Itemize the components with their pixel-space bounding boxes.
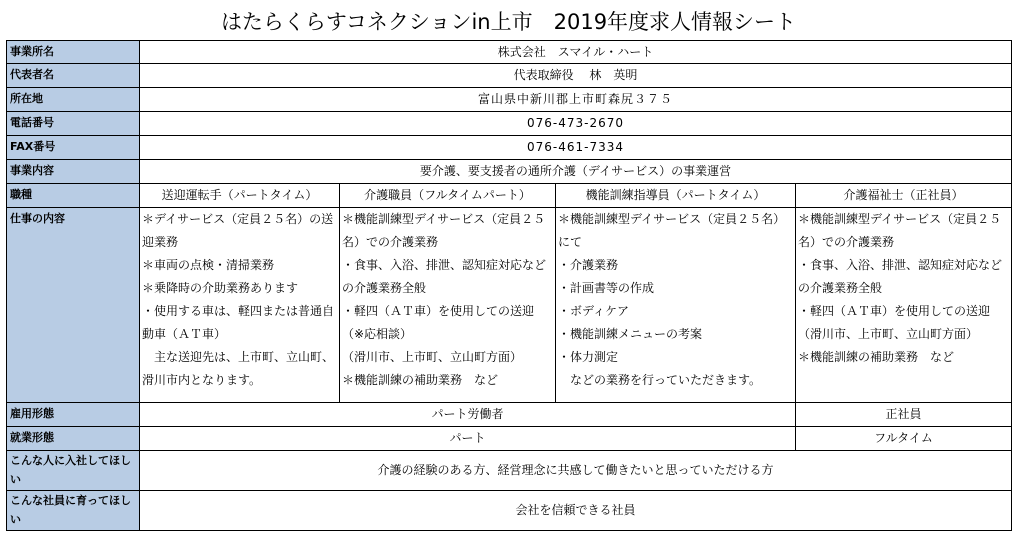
- job-desc-line: 主な送迎先は、上市町、立山町、滑川市内となります。: [142, 350, 335, 387]
- job-info-table: [6, 40, 1012, 531]
- label-work-form: 就業形態: [7, 427, 140, 451]
- label-company: 事業所名: [7, 41, 140, 64]
- row-employment-type: [7, 403, 1012, 427]
- label-job-content: 仕事の内容: [7, 208, 140, 403]
- job-desc-line: ・食事、入浴、排泄、認知症対応などの介護業務全般: [342, 258, 547, 295]
- value-work-full: フルタイム: [796, 427, 1012, 451]
- job-desc-line: ・体力測定: [558, 350, 619, 364]
- job-desc-line: ・食事、入浴、排泄、認知症対応などの介護業務全般: [798, 258, 1003, 295]
- job-desc-1: [140, 208, 340, 403]
- job-desc-line: ＊機能訓練の補助業務 など: [798, 350, 955, 364]
- job-desc-line: ・軽四（ＡＴ車）を使用しての送迎（※応相談）: [342, 304, 535, 341]
- label-grow: こんな社員に育ってほしい: [7, 491, 140, 531]
- label-employment-type: 雇用形態: [7, 403, 140, 427]
- label-business: 事業内容: [7, 160, 140, 184]
- job-title-1: 送迎運転手（パートタイム）: [140, 184, 340, 208]
- job-desc-line: ＊車両の点検・清掃業務: [142, 258, 275, 272]
- row-company: [7, 41, 1012, 64]
- value-phone: 076-473-2670: [140, 112, 1012, 136]
- value-company: 株式会社 スマイル・ハート: [140, 41, 1012, 64]
- row-job-type: [7, 184, 1012, 208]
- value-work-part: パート: [140, 427, 796, 451]
- job-desc-line: ・軽四（ＡＴ車）を使用しての送迎: [798, 304, 991, 318]
- row-work-form: [7, 427, 1012, 451]
- job-desc-line: ・介護業務: [558, 258, 619, 272]
- value-wanted: 介護の経験のある方、経営理念に共感して働きたいと思っていただける方: [140, 451, 1012, 491]
- label-fax: FAX番号: [7, 136, 140, 160]
- job-desc-line: ＊デイサービス（定員２５名）の送迎業務: [142, 212, 334, 249]
- row-wanted: [7, 451, 1012, 491]
- label-wanted: こんな人に入社してほしい: [7, 451, 140, 491]
- value-employment-full: 正社員: [796, 403, 1012, 427]
- job-desc-3: [556, 208, 796, 403]
- job-desc-line: ・ボディケア: [558, 304, 630, 318]
- job-title-2: 介護職員（フルタイムパート）: [340, 184, 556, 208]
- job-desc-line: ＊機能訓練の補助業務 など: [342, 373, 499, 387]
- row-job-content: [7, 208, 1012, 403]
- job-desc-line: （滑川市、上市町、立山町方面）: [342, 350, 523, 364]
- job-desc-line: ＊機能訓練型デイサービス（定員２５名）での介護業務: [798, 212, 1002, 249]
- job-desc-line: ・使用する車は、軽四または普通自動車（ＡＴ車）: [142, 304, 335, 341]
- value-employment-part: パート労働者: [140, 403, 796, 427]
- job-desc-line: ＊乗降時の介助業務あります: [142, 281, 299, 295]
- value-grow: 会社を信頼できる社員: [140, 491, 1012, 531]
- sheet-title: はたらくらすコネクションin上市 2019年度求人情報シート: [220, 10, 797, 34]
- job-desc-line: ・計画書等の作成: [558, 281, 655, 295]
- job-desc-line: ＊機能訓練型デイサービス（定員２５名）での介護業務: [342, 212, 546, 249]
- value-fax: 076-461-7334: [140, 136, 1012, 160]
- row-phone: [7, 112, 1012, 136]
- value-address: 富山県中新川郡上市町森尻３７５: [140, 88, 1012, 112]
- value-representative: 代表取締役 林 英明: [140, 64, 1012, 88]
- job-title-4: 介護福祉士（正社員）: [796, 184, 1012, 208]
- job-desc-line: ＊機能訓練型デイサービス（定員２５名）にて: [558, 212, 786, 249]
- row-business: [7, 160, 1012, 184]
- job-desc-2: [340, 208, 556, 403]
- row-representative: [7, 64, 1012, 88]
- value-business: 要介護、要支援者の通所介護（デイサービス）の事業運営: [140, 160, 1012, 184]
- label-address: 所在地: [7, 88, 140, 112]
- label-job-type: 職種: [7, 184, 140, 208]
- job-desc-line: ・機能訓練メニューの考案: [558, 327, 703, 341]
- job-desc-line: などの業務を行っていただきます。: [558, 373, 762, 387]
- job-desc-4: [796, 208, 1012, 403]
- label-phone: 電話番号: [7, 112, 140, 136]
- job-title-3: 機能訓練指導員（パートタイム）: [556, 184, 796, 208]
- label-representative: 代表者名: [7, 64, 140, 88]
- row-grow: [7, 491, 1012, 531]
- row-fax: [7, 136, 1012, 160]
- row-address: [7, 88, 1012, 112]
- job-desc-line: （滑川市、上市町、立山町方面）: [798, 327, 979, 341]
